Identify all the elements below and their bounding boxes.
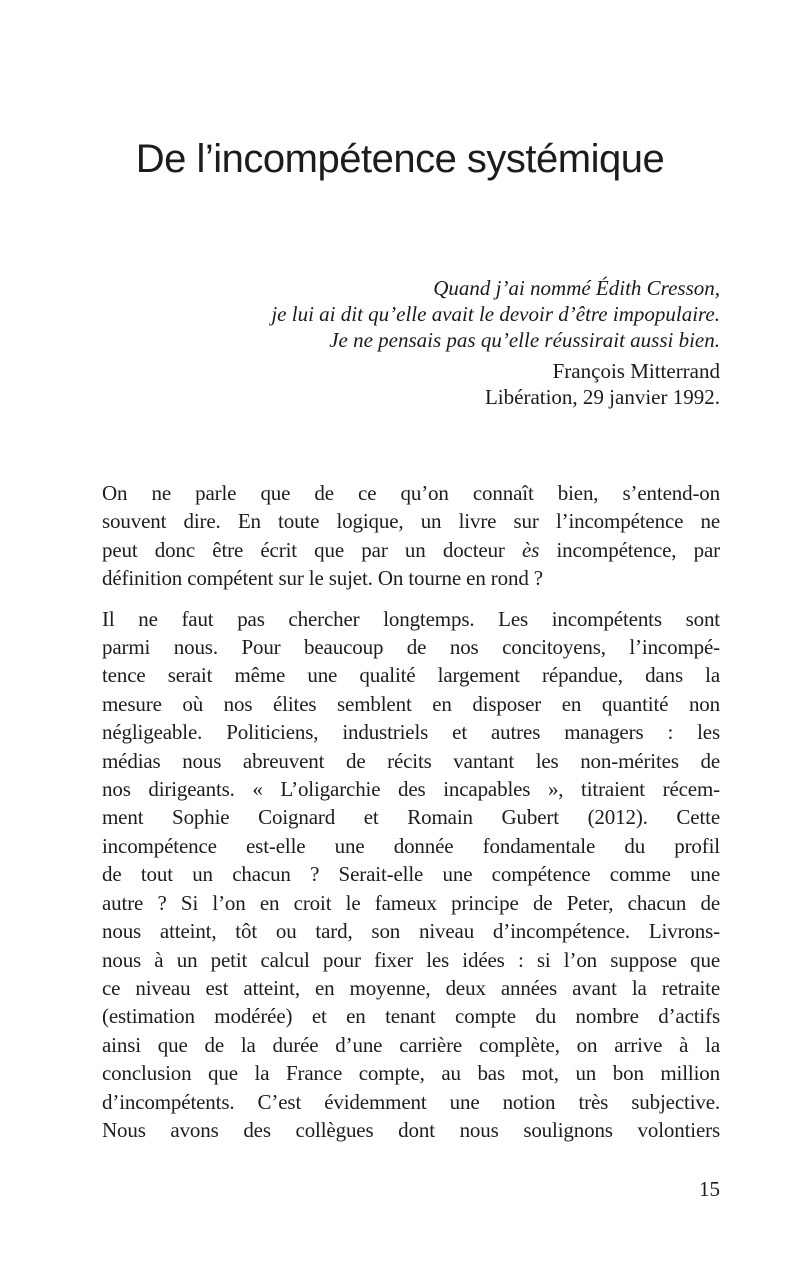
chapter-title: De l’incompétence systémique <box>135 137 665 181</box>
body-line: nous à un petit calcul pour fixer les idées : si l’on suppose que <box>102 947 720 972</box>
epigraph-attribution-line: François Mitterrand <box>552 359 720 383</box>
body-line: conclusion que la France compte, au bas mot, un bon million <box>102 1061 720 1086</box>
body-line: parmi nous. Pour beaucoup de nos concitoyens, l’incompé- <box>102 635 720 660</box>
epigraph-attribution-line: Libération, 29 janvier 1992. <box>484 385 720 409</box>
epigraph-quote-line: Quand j’ai nommé Édith Cresson, <box>433 276 720 300</box>
paragraph-2 <box>102 605 720 1145</box>
page-number: 15 <box>699 1177 720 1201</box>
body-line: Il ne faut pas chercher longtemps. Les incompétents sont <box>102 606 720 631</box>
body-line: nous atteint, tôt ou tard, son niveau d’incompétence. Livrons- <box>102 919 720 944</box>
body-line: négligeable. Politiciens, industriels et autres managers : les <box>102 720 720 745</box>
epigraph <box>102 275 720 410</box>
body-line: définition compétent sur le sujet. On tourne en rond ? <box>102 566 543 591</box>
body-line: On ne parle que de ce qu’on connaît bien, s’entend-on <box>102 481 720 505</box>
body-line: peut donc être écrit que par un docteur ès incompétence, par <box>102 537 720 562</box>
epigraph-quote-line: je lui ai dit qu’elle avait le devoir d’être impopulaire. <box>271 302 720 326</box>
body-text <box>102 479 720 1144</box>
body-line: incompétence est-elle une donnée fondamentale du profil <box>102 833 720 858</box>
body-line: ment Sophie Coignard et Romain Gubert (2012). Cette <box>102 805 720 830</box>
body-line: nos dirigeants. « L’oligarchie des incapables », titraient récem- <box>102 777 720 802</box>
body-line: autre ? Si l’on en croit le fameux principe de Peter, chacun de <box>102 890 720 915</box>
body-line: Nous avons des collègues dont nous soulignons volontiers <box>102 1117 720 1142</box>
body-line: de tout un chacun ? Serait-elle une compétence comme une <box>102 862 720 887</box>
body-line: mesure où nos élites semblent en disposer en quantité non <box>102 691 720 716</box>
body-line: d’incompétents. C’est évidemment une notion très subjective. <box>102 1089 720 1114</box>
epigraph-quote-line: Je ne pensais pas qu’elle réussirait aussi bien. <box>329 328 720 352</box>
body-line: médias nous abreuvent de récits vantant les non-mérites de <box>102 748 720 773</box>
body-line: (estimation modérée) et en tenant compte du nombre d’actifs <box>102 1004 720 1029</box>
body-line: ce niveau est atteint, en moyenne, deux années avant la retraite <box>102 975 720 1000</box>
epigraph-quote <box>102 275 720 353</box>
paragraph-1 <box>102 479 720 593</box>
body-line: souvent dire. En toute logique, un livre sur l’incompétence ne <box>102 509 720 534</box>
body-line: tence serait même une qualité largement répandue, dans la <box>102 663 720 688</box>
epigraph-attribution <box>102 358 720 410</box>
body-line: ainsi que de la durée d’une carrière complète, on arrive à la <box>102 1032 720 1057</box>
